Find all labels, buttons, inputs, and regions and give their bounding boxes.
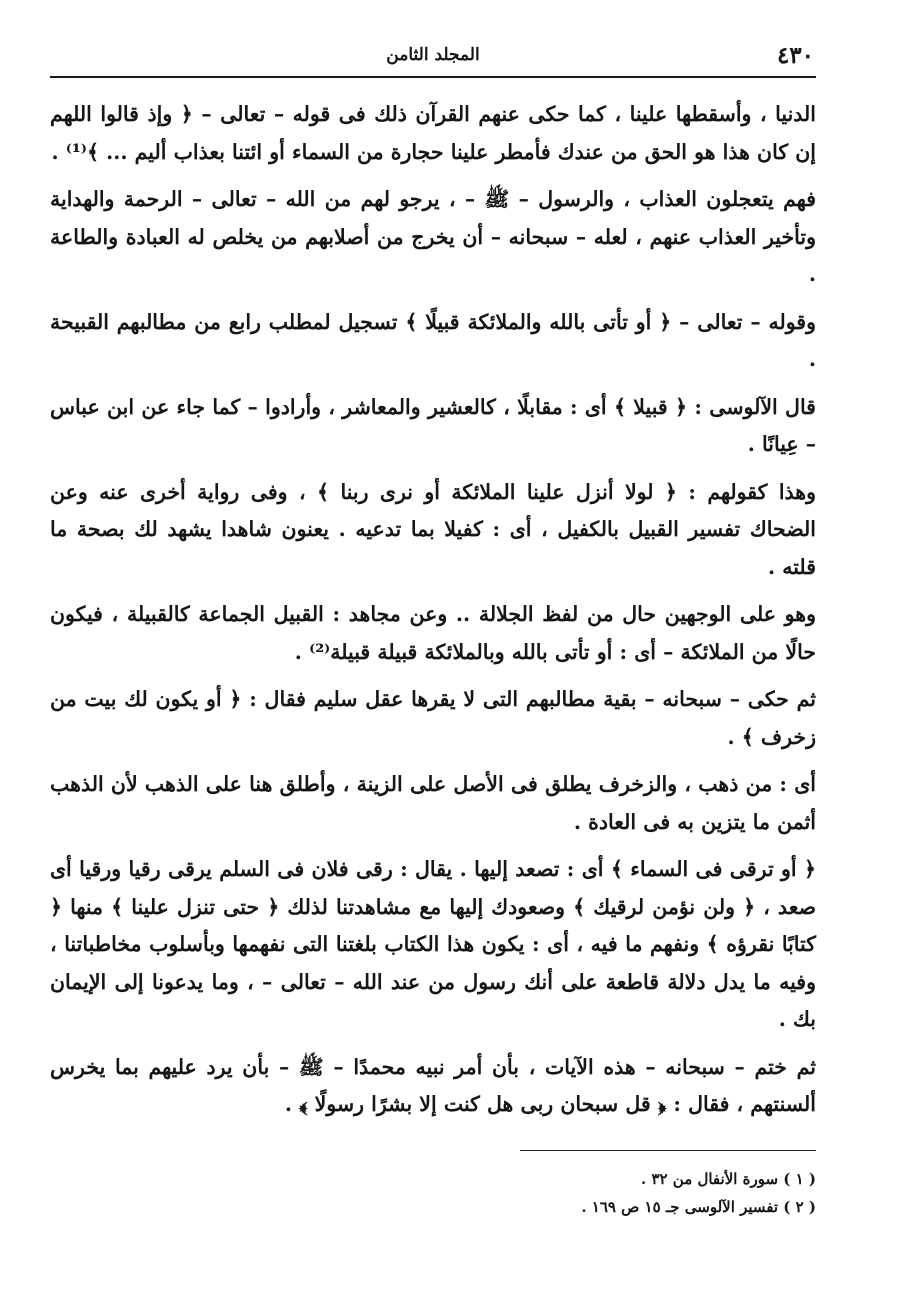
book-page (50, 36, 816, 1256)
paragraph: الدنيا ، وأسقطها علينا ، كما حكى عنهم القرآن ذلك فى قوله – تعالى – ﴿ وإذ قالوا اللهم إن كان هذا هو الحق من عندك فأمطر علينا حجارة من السماء أو ائتنا بعذاب أليم ... ﴾⁽¹⁾ . (50, 102, 816, 164)
paragraph: فهم يتعجلون العذاب ، والرسول – ﷺ – ، يرجو لهم من الله – تعالى – الرحمة والهداية وتأخير العذاب عنهم ، لعله – سبحانه – أن يخرج من أصلابهم من يخلص له العبادة والطاعة . (50, 187, 816, 286)
paragraph: قال الآلوسى : ﴿ قبيلا ﴾ أى : مقابلًا ، كالعشير والمعاشر ، وأرادوا – كما جاء عن ابن عباس – عِيانًا . (50, 394, 816, 456)
footnote-divider (520, 1150, 816, 1151)
paragraph: وهذا كقولهم : ﴿ لولا أنزل علينا الملائكة أو نرى ربنا ﴾ ، وفى رواية أخرى عنه وعن الضحاك تفسير القبيل بالكفيل ، أى : كفيلا بما تدعيه . يعنون شاهدا يشهد لك بصحة ما قلته . (50, 479, 816, 579)
running-title: المجلد الثامن (386, 45, 480, 65)
paragraph: ثم ختم – سبحانه – هذه الآيات ، بأن أمر نبيه محمدًا – ﷺ – بأن يرد عليهم بما يخرس ألسنتهم ، فقال : ﴿ قل سبحان ربى هل كنت إلا بشرًا رسولًا ﴾ . (50, 1054, 816, 1116)
paragraph: أى : من ذهب ، والزخرف يطلق فى الأصل على الزينة ، وأطلق هنا على الذهب لأن الذهب أثمن ما يتزين به فى العادة . (50, 772, 816, 834)
paragraph: ثم حكى – سبحانه – بقية مطالبهم التى لا يقرها عقل سليم فقال : ﴿ أو يكون لك بيت من زخرف ﴾ . (50, 687, 816, 749)
paragraph: ﴿ أو ترقى فى السماء ﴾ أى : تصعد إليها . يقال : رقى فلان فى السلم يرقى رقيا ورقيا أى صعد ، ﴿ ولن نؤمن لرقيك ﴾ وصعودك إليها مع مشاهدتنا لذلك ﴿ حتى تنزل علينا ﴾ منها ﴿ كتابًا نقرؤه ﴾ ونفهم ما فيه ، أى : يكون هذا الكتاب بلغتنا التى نفهمها وبأسلوب مخاطباتنا ، وفيه ما يدل دلالة قاطعة على أنك رسول من عند الله – تعالى – ، وما يدعونا إلى الإيمان بك . (50, 857, 816, 1031)
page-number: ٤٣٠ (776, 42, 814, 69)
paragraph: وقوله – تعالى – ﴿ أو تأتى بالله والملائكة قبيلًا ﴾ تسجيل لمطلب رابع من مطالبهم القبيحة . (50, 309, 816, 371)
footnote: ( ٢ ) تفسير الآلوسى جـ ١٥ ص ١٦٩ . (581, 1197, 816, 1216)
page-header (50, 36, 816, 78)
body-text (50, 96, 816, 1124)
footnote: ( ١ ) سورة الأنفال من ٣٢ . (640, 1169, 816, 1188)
paragraph: وهو على الوجهين حال من لفظ الجلالة .. وعن مجاهد : القبيل الجماعة كالقبيلة ، فيكون حالًا من الملائكة – أى : أو تأتى بالله وبالملائكة قبيلة قبيلة⁽²⁾ . (50, 602, 816, 664)
footnotes (50, 1165, 816, 1221)
